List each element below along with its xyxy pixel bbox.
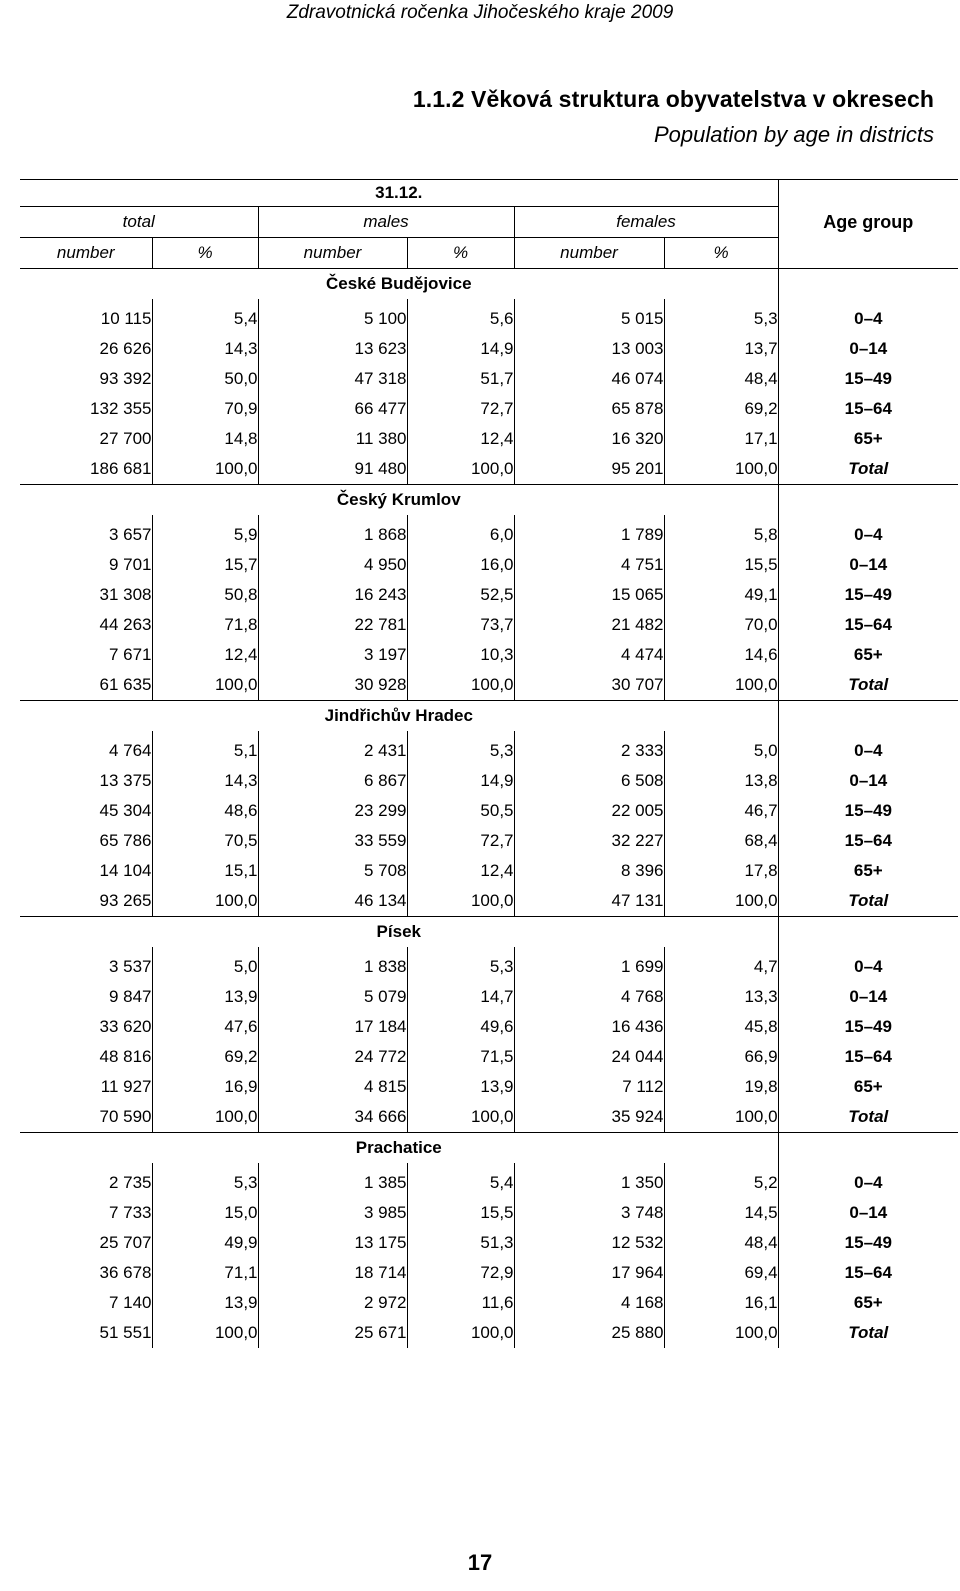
header-row-groups <box>20 207 958 238</box>
district-age-spacer <box>778 269 958 300</box>
number-cell: 24 044 <box>514 1042 664 1072</box>
district-header-row <box>20 269 958 300</box>
percent-cell: 100,0 <box>735 1323 778 1342</box>
number-cell: 186 681 <box>20 454 152 485</box>
percent-cell: 14,3 <box>152 334 258 364</box>
table-row <box>20 550 958 580</box>
number-cell: 2 431 <box>258 731 407 766</box>
table-row <box>20 1258 958 1288</box>
age-group-cell: 15–49 <box>778 796 958 826</box>
age-group-header-top <box>778 180 958 207</box>
number-cell: 93 265 <box>20 886 152 917</box>
number-cell: 33 559 <box>258 826 407 856</box>
table-row <box>20 1102 958 1133</box>
percent-cell: 14,9 <box>407 334 514 364</box>
column-header: number <box>20 238 152 269</box>
number-cell: 33 620 <box>20 1012 152 1042</box>
number-cell: 1 699 <box>514 947 664 982</box>
age-group-cell: 15–49 <box>778 1228 958 1258</box>
age-group-cell: 0–4 <box>778 515 958 550</box>
number-cell: 46 074 <box>514 364 664 394</box>
percent-cell: 66,9 <box>744 1047 778 1066</box>
number-cell: 13 003 <box>514 334 664 364</box>
males-group-header: males <box>258 207 514 238</box>
percent-cell: 100,0 <box>152 1318 258 1348</box>
percent-cell: 10,3 <box>407 640 514 670</box>
age-group-cell: 65+ <box>778 424 958 454</box>
district-age-spacer <box>778 1133 958 1164</box>
percent-cell: 71,8 <box>152 610 258 640</box>
number-cell: 30 707 <box>514 670 664 701</box>
percent-cell: 100,0 <box>735 891 778 910</box>
table-row <box>20 364 958 394</box>
table-title: 1.1.2 Věková struktura obyvatelstva v okresech <box>412 86 934 112</box>
table-row <box>20 982 958 1012</box>
age-group-cell: Total <box>778 1318 958 1348</box>
percent-cell: 69,2 <box>152 1042 258 1072</box>
table-row <box>20 1288 958 1318</box>
table-row <box>20 515 958 550</box>
percent-cell: 100,0 <box>735 459 778 478</box>
percent-cell: 14,6 <box>744 645 778 664</box>
district-name: Český Krumlov <box>20 485 778 516</box>
number-cell: 12 532 <box>514 1228 664 1258</box>
table-row <box>20 394 958 424</box>
number-cell: 22 781 <box>258 610 407 640</box>
percent-cell: 13,9 <box>152 982 258 1012</box>
percent-cell: 72,7 <box>407 394 514 424</box>
district-name: Jindřichův Hradec <box>20 701 778 732</box>
table-row <box>20 1042 958 1072</box>
percent-cell: 71,5 <box>407 1042 514 1072</box>
number-cell: 16 243 <box>258 580 407 610</box>
percent-cell: 15,5 <box>744 555 778 574</box>
age-group-header: Age group <box>778 207 958 238</box>
district-header-row <box>20 917 958 948</box>
age-group-cell: 65+ <box>778 640 958 670</box>
total-group-header: total <box>20 207 258 238</box>
percent-cell: 14,8 <box>152 424 258 454</box>
percent-cell: 46,7 <box>744 801 778 820</box>
percent-cell: 5,4 <box>152 299 258 334</box>
number-cell: 65 878 <box>514 394 664 424</box>
number-cell: 4 474 <box>514 640 664 670</box>
percent-cell: 12,4 <box>407 424 514 454</box>
header-row-columns <box>20 238 958 269</box>
column-header: % <box>407 238 514 269</box>
percent-cell: 13,7 <box>744 339 778 358</box>
number-cell: 13 175 <box>258 1228 407 1258</box>
percent-cell: 100,0 <box>407 670 514 701</box>
percent-cell: 15,7 <box>152 550 258 580</box>
percent-cell: 100,0 <box>407 1102 514 1133</box>
percent-cell: 73,7 <box>407 610 514 640</box>
percent-cell: 6,0 <box>407 515 514 550</box>
table-row <box>20 1012 958 1042</box>
number-cell: 32 227 <box>514 826 664 856</box>
column-header: % <box>152 238 258 269</box>
number-cell: 15 065 <box>514 580 664 610</box>
percent-cell: 71,1 <box>152 1258 258 1288</box>
age-group-cell: 15–64 <box>778 394 958 424</box>
percent-cell: 15,5 <box>407 1198 514 1228</box>
number-cell: 36 678 <box>20 1258 152 1288</box>
number-cell: 3 537 <box>20 947 152 982</box>
percent-cell: 49,1 <box>744 585 778 604</box>
number-cell: 21 482 <box>514 610 664 640</box>
percent-cell: 14,5 <box>744 1203 778 1222</box>
table-row <box>20 1072 958 1102</box>
table-row <box>20 580 958 610</box>
number-cell: 27 700 <box>20 424 152 454</box>
table-row <box>20 731 958 766</box>
number-cell: 5 015 <box>514 299 664 334</box>
percent-cell: 5,3 <box>753 309 778 328</box>
percent-cell: 16,1 <box>744 1293 778 1312</box>
table-row <box>20 454 958 485</box>
percent-cell: 13,9 <box>152 1288 258 1318</box>
header-row-date <box>20 180 958 207</box>
table-row <box>20 826 958 856</box>
number-cell: 46 134 <box>258 886 407 917</box>
percent-cell: 5,9 <box>152 515 258 550</box>
age-group-cell: Total <box>778 454 958 485</box>
table-row <box>20 334 958 364</box>
age-group-cell: 15–64 <box>778 1258 958 1288</box>
number-cell: 1 350 <box>514 1163 664 1198</box>
percent-cell: 5,2 <box>753 1173 778 1192</box>
percent-cell: 5,0 <box>152 947 258 982</box>
percent-cell: 48,4 <box>744 1233 778 1252</box>
percent-cell: 5,3 <box>407 731 514 766</box>
table-row <box>20 640 958 670</box>
number-cell: 25 671 <box>258 1318 407 1348</box>
percent-cell: 16,0 <box>407 550 514 580</box>
percent-cell: 4,7 <box>753 957 778 976</box>
age-group-header-bottom <box>778 238 958 269</box>
percent-cell: 51,7 <box>407 364 514 394</box>
number-cell: 7 140 <box>20 1288 152 1318</box>
number-cell: 1 789 <box>514 515 664 550</box>
number-cell: 24 772 <box>258 1042 407 1072</box>
percent-cell: 19,8 <box>744 1077 778 1096</box>
percent-cell: 12,4 <box>152 640 258 670</box>
number-cell: 5 100 <box>258 299 407 334</box>
age-group-cell: Total <box>778 670 958 701</box>
number-cell: 2 735 <box>20 1163 152 1198</box>
number-cell: 4 764 <box>20 731 152 766</box>
percent-cell: 100,0 <box>735 1107 778 1126</box>
number-cell: 23 299 <box>258 796 407 826</box>
table-row <box>20 1228 958 1258</box>
table-row <box>20 424 958 454</box>
number-cell: 16 436 <box>514 1012 664 1042</box>
number-cell: 95 201 <box>514 454 664 485</box>
age-group-cell: 0–14 <box>778 334 958 364</box>
number-cell: 5 079 <box>258 982 407 1012</box>
age-group-cell: 0–4 <box>778 731 958 766</box>
percent-cell: 17,8 <box>744 861 778 880</box>
percent-cell: 5,8 <box>753 525 778 544</box>
table-subtitle-english: Population by age in districts <box>653 122 934 147</box>
age-group-cell: 65+ <box>778 1072 958 1102</box>
percent-cell: 72,9 <box>407 1258 514 1288</box>
percent-cell: 68,4 <box>744 831 778 850</box>
number-cell: 8 396 <box>514 856 664 886</box>
district-age-spacer <box>778 485 958 516</box>
table-row <box>20 1163 958 1198</box>
column-header: number <box>514 238 664 269</box>
percent-cell: 5,3 <box>407 947 514 982</box>
number-cell: 2 333 <box>514 731 664 766</box>
percent-cell: 100,0 <box>407 1318 514 1348</box>
percent-cell: 49,9 <box>152 1228 258 1258</box>
age-group-cell: 0–4 <box>778 947 958 982</box>
percent-cell: 69,4 <box>744 1263 778 1282</box>
number-cell: 1 868 <box>258 515 407 550</box>
percent-cell: 47,6 <box>152 1012 258 1042</box>
age-group-cell: Total <box>778 886 958 917</box>
percent-cell: 5,1 <box>152 731 258 766</box>
number-cell: 4 751 <box>514 550 664 580</box>
table-row <box>20 670 958 701</box>
age-group-cell: 65+ <box>778 1288 958 1318</box>
number-cell: 26 626 <box>20 334 152 364</box>
percent-cell: 5,0 <box>753 741 778 760</box>
percent-cell: 50,0 <box>152 364 258 394</box>
date-header: 31.12. <box>20 180 778 207</box>
number-cell: 22 005 <box>514 796 664 826</box>
age-group-cell: 0–14 <box>778 766 958 796</box>
number-cell: 10 115 <box>20 299 152 334</box>
table-row <box>20 610 958 640</box>
number-cell: 35 924 <box>514 1102 664 1133</box>
percent-cell: 100,0 <box>407 886 514 917</box>
number-cell: 3 197 <box>258 640 407 670</box>
age-group-cell: 65+ <box>778 856 958 886</box>
percent-cell: 48,4 <box>744 369 778 388</box>
district-name: České Budějovice <box>20 269 778 300</box>
number-cell: 3 985 <box>258 1198 407 1228</box>
table-body <box>20 269 958 1349</box>
number-cell: 70 590 <box>20 1102 152 1133</box>
number-cell: 5 708 <box>258 856 407 886</box>
number-cell: 25 707 <box>20 1228 152 1258</box>
number-cell: 4 768 <box>514 982 664 1012</box>
percent-cell: 13,8 <box>744 771 778 790</box>
percent-cell: 69,2 <box>744 399 778 418</box>
number-cell: 91 480 <box>258 454 407 485</box>
district-name: Písek <box>20 917 778 948</box>
number-cell: 1 385 <box>258 1163 407 1198</box>
females-group-header: females <box>514 207 778 238</box>
number-cell: 7 112 <box>514 1072 664 1102</box>
number-cell: 18 714 <box>258 1258 407 1288</box>
page-number: 17 <box>467 1550 493 1575</box>
age-group-cell: 15–64 <box>778 1042 958 1072</box>
column-header: % <box>664 238 778 269</box>
percent-cell: 72,7 <box>407 826 514 856</box>
percent-cell: 13,3 <box>744 987 778 1006</box>
district-header-row <box>20 1133 958 1164</box>
number-cell: 132 355 <box>20 394 152 424</box>
number-cell: 34 666 <box>258 1102 407 1133</box>
table-row <box>20 796 958 826</box>
percent-cell: 45,8 <box>744 1017 778 1036</box>
percent-cell: 5,3 <box>152 1163 258 1198</box>
number-cell: 45 304 <box>20 796 152 826</box>
number-cell: 16 320 <box>514 424 664 454</box>
table-row <box>20 299 958 334</box>
number-cell: 47 131 <box>514 886 664 917</box>
number-cell: 4 168 <box>514 1288 664 1318</box>
percent-cell: 50,5 <box>407 796 514 826</box>
column-header: number <box>258 238 407 269</box>
age-group-cell: 15–49 <box>778 364 958 394</box>
percent-cell: 5,4 <box>407 1163 514 1198</box>
number-cell: 48 816 <box>20 1042 152 1072</box>
number-cell: 3 748 <box>514 1198 664 1228</box>
number-cell: 11 927 <box>20 1072 152 1102</box>
number-cell: 61 635 <box>20 670 152 701</box>
percent-cell: 15,1 <box>152 856 258 886</box>
percent-cell: 16,9 <box>152 1072 258 1102</box>
number-cell: 1 838 <box>258 947 407 982</box>
percent-cell: 49,6 <box>407 1012 514 1042</box>
running-header: Zdravotnická ročenka Jihočeského kraje 2009 <box>286 2 674 23</box>
percent-cell: 52,5 <box>407 580 514 610</box>
number-cell: 7 671 <box>20 640 152 670</box>
percent-cell: 14,3 <box>152 766 258 796</box>
percent-cell: 70,5 <box>152 826 258 856</box>
age-group-cell: 0–14 <box>778 550 958 580</box>
table-row <box>20 886 958 917</box>
number-cell: 4 815 <box>258 1072 407 1102</box>
table-row <box>20 1198 958 1228</box>
district-age-spacer <box>778 917 958 948</box>
number-cell: 11 380 <box>258 424 407 454</box>
age-group-cell: 0–14 <box>778 1198 958 1228</box>
number-cell: 3 657 <box>20 515 152 550</box>
age-group-cell: 0–4 <box>778 1163 958 1198</box>
age-group-cell: 15–49 <box>778 580 958 610</box>
number-cell: 6 508 <box>514 766 664 796</box>
percent-cell: 14,9 <box>407 766 514 796</box>
number-cell: 13 375 <box>20 766 152 796</box>
district-name: Prachatice <box>20 1133 778 1164</box>
percent-cell: 100,0 <box>152 670 258 701</box>
number-cell: 9 847 <box>20 982 152 1012</box>
number-cell: 25 880 <box>514 1318 664 1348</box>
percent-cell: 51,3 <box>407 1228 514 1258</box>
percent-cell: 100,0 <box>152 1102 258 1133</box>
percent-cell: 5,6 <box>407 299 514 334</box>
number-cell: 93 392 <box>20 364 152 394</box>
number-cell: 7 733 <box>20 1198 152 1228</box>
percent-cell: 13,9 <box>407 1072 514 1102</box>
table-row <box>20 856 958 886</box>
number-cell: 30 928 <box>258 670 407 701</box>
percent-cell: 70,0 <box>744 615 778 634</box>
number-cell: 4 950 <box>258 550 407 580</box>
number-cell: 13 623 <box>258 334 407 364</box>
percent-cell: 100,0 <box>152 454 258 485</box>
percent-cell: 100,0 <box>152 886 258 917</box>
district-header-row <box>20 485 958 516</box>
age-group-cell: 15–64 <box>778 610 958 640</box>
table-row <box>20 947 958 982</box>
district-header-row <box>20 701 958 732</box>
age-group-cell: 15–49 <box>778 1012 958 1042</box>
number-cell: 51 551 <box>20 1318 152 1348</box>
age-group-cell: 15–64 <box>778 826 958 856</box>
percent-cell: 48,6 <box>152 796 258 826</box>
percent-cell: 70,9 <box>152 394 258 424</box>
table-row <box>20 1318 958 1348</box>
number-cell: 66 477 <box>258 394 407 424</box>
percent-cell: 17,1 <box>744 429 778 448</box>
age-group-cell: 0–4 <box>778 299 958 334</box>
percent-cell: 14,7 <box>407 982 514 1012</box>
percent-cell: 11,6 <box>407 1288 514 1318</box>
number-cell: 9 701 <box>20 550 152 580</box>
percent-cell: 12,4 <box>407 856 514 886</box>
percent-cell: 15,0 <box>152 1198 258 1228</box>
number-cell: 65 786 <box>20 826 152 856</box>
percent-cell: 100,0 <box>735 675 778 694</box>
table-row <box>20 766 958 796</box>
number-cell: 14 104 <box>20 856 152 886</box>
number-cell: 6 867 <box>258 766 407 796</box>
percent-cell: 100,0 <box>407 454 514 485</box>
age-group-cell: 0–14 <box>778 982 958 1012</box>
population-age-table <box>20 179 958 1348</box>
district-age-spacer <box>778 701 958 732</box>
number-cell: 17 964 <box>514 1258 664 1288</box>
number-cell: 2 972 <box>258 1288 407 1318</box>
number-cell: 47 318 <box>258 364 407 394</box>
number-cell: 17 184 <box>258 1012 407 1042</box>
number-cell: 31 308 <box>20 580 152 610</box>
number-cell: 44 263 <box>20 610 152 640</box>
percent-cell: 50,8 <box>152 580 258 610</box>
age-group-cell: Total <box>778 1102 958 1133</box>
